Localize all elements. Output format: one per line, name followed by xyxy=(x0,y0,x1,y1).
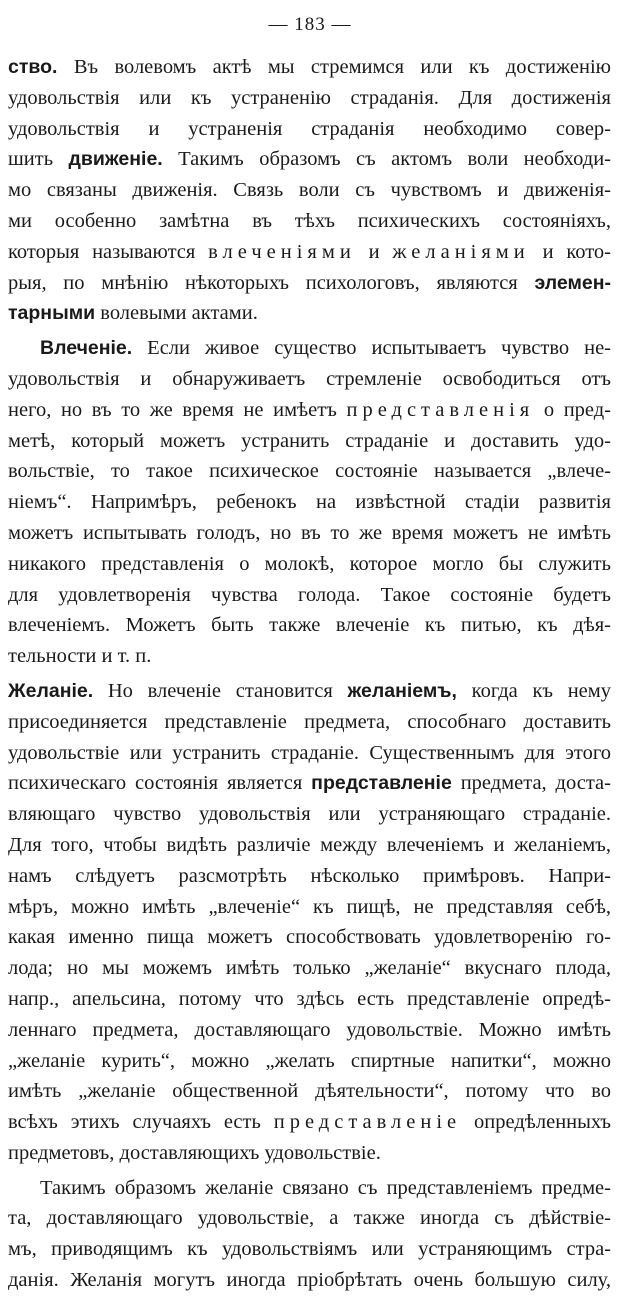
text-line: метѣ, который можетъ устранить страданіе и доставить удо- xyxy=(8,429,611,452)
text-line: „желаніе курить“, можно „желать спиртные напитки“, можно xyxy=(8,1049,611,1072)
text-line: Такимъ образомъ желаніе связано съ представленіемъ предме- xyxy=(40,1176,611,1199)
text-line: мъ, приводящимъ къ удовольствіямъ или устраняющимъ стра- xyxy=(8,1238,611,1261)
text-line: мо связаны движенія. Связь воли съ чувствомъ и движенія- xyxy=(8,179,611,202)
text-line: имѣть „желаніе общественной дѣятельности“, потому что во xyxy=(8,1080,611,1103)
text-line: которыя называются влеченіями и желаніями и кото- xyxy=(8,240,611,263)
text-line: удовольствіе или устранить страданіе. Существеннымъ для этого xyxy=(8,741,611,764)
text-line: рыя, по мнѣнію нѣкоторыхъ психологовъ, являются элемен- xyxy=(8,271,611,294)
text-line: та, доставляющаго удовольствіе, а также иногда съ дѣйствіе- xyxy=(8,1207,611,1230)
text-line: ство. Въ волевомъ актѣ мы стремимся или къ достиженію xyxy=(8,56,611,78)
text-line: Влеченіе. Если живое существо испытываетъ чувство не- xyxy=(40,337,611,360)
text-line: Желаніе. Но влеченіе становится желаніемъ, когда къ нему xyxy=(8,679,611,702)
text-line: влеченіемъ. Можетъ быть также влеченіе къ питью, къ дѣя- xyxy=(8,614,611,637)
page-number: — 183 — xyxy=(268,14,352,35)
text-line: мѣръ, можно имѣть „влеченіе“ къ пищѣ, не представляя себѣ, xyxy=(8,895,611,918)
text-line: лода; но мы можемъ имѣть только „желаніе“ вкуснаго плода, xyxy=(8,957,611,980)
text-line: для удовлетворенія чувства голода. Такое состояніе будетъ xyxy=(8,583,611,606)
text-line: вольствіе, то такое психическое состояніе называется „влече- xyxy=(8,460,611,483)
text-line: ми особенно замѣтна въ тѣхъ психическихъ состояніяхъ, xyxy=(8,209,611,232)
paragraph-zhelanie xyxy=(8,676,611,1169)
text-line: него, но въ то же время не имѣетъ представленія о пред- xyxy=(8,398,611,421)
text-line: предметовъ, доставляющихъ удовольствіе. xyxy=(8,1141,381,1164)
text-line: напр., апельсина, потому что здѣсь есть представленіе опредѣ- xyxy=(8,987,611,1010)
text-line: тельности и т. п. xyxy=(8,645,152,668)
text-line: данія. Желанія могутъ иногда пріобрѣтать очень большую силу, xyxy=(8,1269,611,1292)
section-heading-zhelanie: Желаніе. xyxy=(8,679,94,702)
text-line: можетъ испытывать голодъ, но въ то же время можетъ не имѣть xyxy=(8,521,611,544)
text-line: намъ слѣдуетъ разсмотрѣть нѣсколько примѣровъ. Напри- xyxy=(8,864,611,887)
body-text xyxy=(8,52,611,1296)
paragraph-summary xyxy=(8,1173,611,1296)
text-line: шить движеніе. Такимъ образомъ съ актомъ воли необходи- xyxy=(8,148,611,171)
text-line: тарными волевыми актами. xyxy=(8,302,258,325)
text-line: удовольствія и устраненія страданія необходимо совер- xyxy=(8,117,611,140)
text-line: удовольствія или къ устраненію страданія. Для достиженія xyxy=(8,86,611,109)
text-line: леннаго предмета, доставляющаго удовольствіе. Можно имѣть xyxy=(8,1018,611,1041)
text-line: Для того, чтобы видѣть различіе между влеченіемъ и желаніемъ, xyxy=(8,833,611,856)
text-line: удовольствія и обнаруживаетъ стремленіе освободиться отъ xyxy=(8,367,611,390)
text-line: присоединяется представленіе предмета, способнаго доставить xyxy=(8,710,611,733)
paragraph-vlechenie xyxy=(8,333,611,672)
text-line: никакого представленія о молокѣ, которое могло бы служить xyxy=(8,552,611,575)
text-line: ніемъ“. Напримѣръ, ребенокъ на извѣстной стадіи развитія xyxy=(8,491,611,514)
text-line: какая именно пища можетъ способствовать удовлетворенію го- xyxy=(8,926,611,949)
text-line: психическаго состоянія является представленіе предмета, доста- xyxy=(8,772,611,795)
text-line: вляющаго чувство удовольствія или устраняющаго страданіе. xyxy=(8,803,611,826)
section-heading-vlechenie: Влеченіе. xyxy=(40,337,133,360)
paragraph-will-movement xyxy=(8,52,611,329)
text-line: всѣхъ этихъ случаяхъ есть представленіе опредѣленныхъ xyxy=(8,1111,611,1134)
